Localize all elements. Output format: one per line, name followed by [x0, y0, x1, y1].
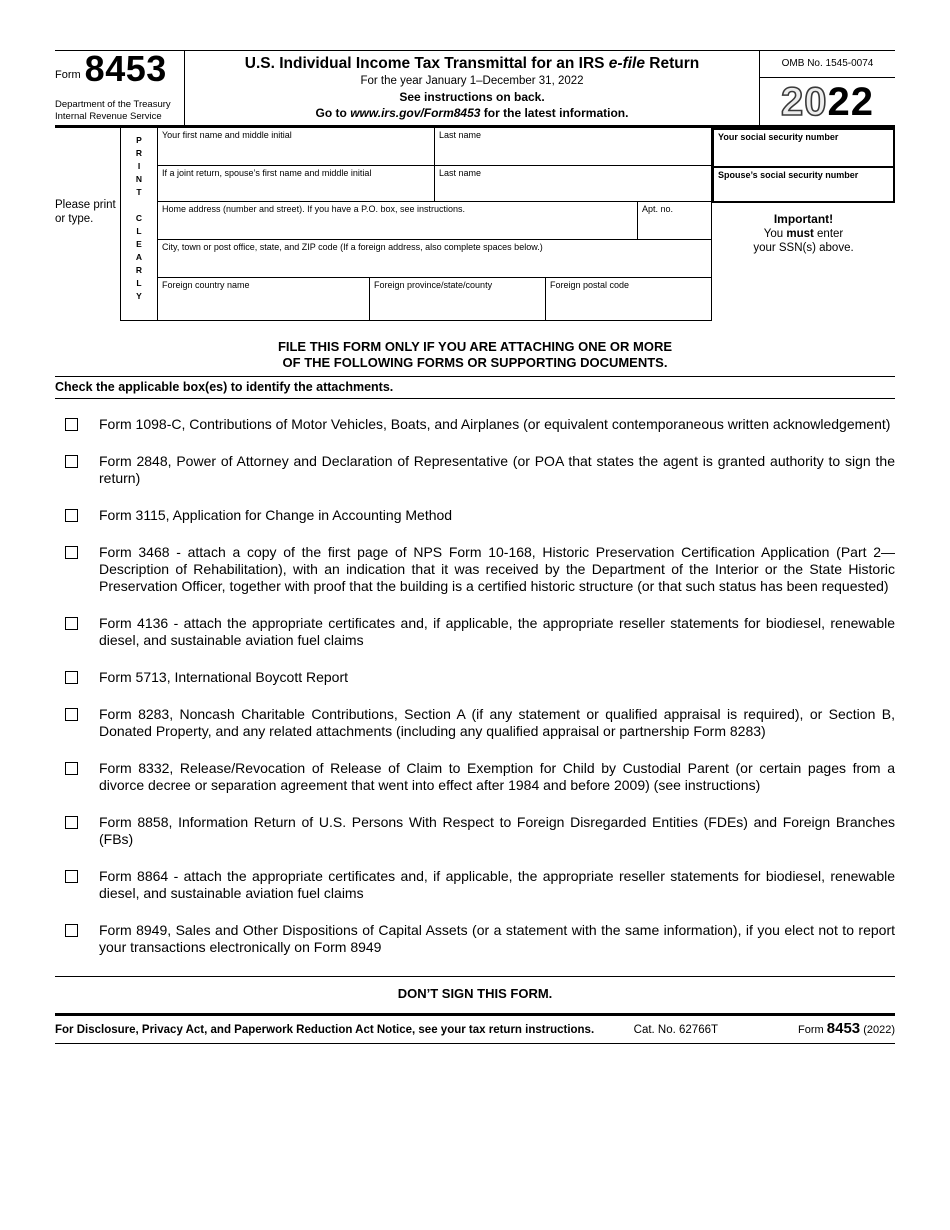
- important-line-1: [712, 227, 895, 242]
- print-clearly-column: [120, 128, 158, 321]
- name-address-fields: [158, 128, 712, 321]
- dont-sign-notice: DON’T SIGN THIS FORM.: [397, 986, 553, 1001]
- spouse-ssn-label: Spouse’s social security number: [718, 170, 859, 180]
- agency-line-2: Internal Revenue Service: [55, 110, 162, 122]
- attachment-item-form-3468: [55, 544, 895, 595]
- attachment-item-form-8864: [55, 868, 895, 902]
- see-instructions-note: See instructions on back.: [399, 90, 545, 104]
- foreign-row: [158, 278, 712, 321]
- spouse-first-name-label: If a joint return, spouse’s first name and middle initial: [162, 168, 372, 178]
- important-pre: You: [763, 227, 787, 240]
- print-or-type-note: Please print or type.: [55, 199, 116, 225]
- file-only-banner: [55, 339, 895, 377]
- title-text-1: U.S. Individual Income Tax Transmittal for an IRS: [244, 55, 609, 72]
- year-badge: [760, 78, 895, 125]
- footer-form-word: Form: [798, 1024, 827, 1036]
- home-address-field[interactable]: [158, 202, 638, 239]
- foreign-country-label: Foreign country name: [162, 280, 250, 290]
- city-row: [158, 240, 712, 278]
- important-line-2: your SSN(s) above.: [753, 242, 854, 254]
- ssn-field[interactable]: [712, 128, 895, 168]
- city-state-zip-field[interactable]: [158, 240, 712, 277]
- footer-form-year: (2022): [860, 1024, 895, 1036]
- checkbox-form-2848[interactable]: [65, 455, 78, 468]
- goto-suffix: for the latest information.: [480, 106, 629, 120]
- city-state-zip-label: City, town or post office, state, and ZIP code (If a foreign address, also complete spaces below.): [162, 242, 543, 252]
- checkbox-form-8864[interactable]: [65, 870, 78, 883]
- checkbox-form-1098c[interactable]: [65, 418, 78, 431]
- website-line: [185, 106, 759, 120]
- goto-prefix: Go to: [315, 106, 351, 120]
- omb-year-block: [760, 51, 895, 125]
- attachment-label: Form 8332, Release/Revocation of Release of Claim to Exemption for Child by Custodial Parent (or certain pages from a divorce decree or separation agreement that went into effect after 1984 and before 2009) (see instructions): [99, 760, 895, 793]
- last-name-label: Last name: [439, 130, 482, 140]
- foreign-province-field[interactable]: [370, 278, 546, 320]
- page-title: [185, 55, 759, 73]
- disclosure-notice: For Disclosure, Privacy Act, and Paperwork Reduction Act Notice, see your tax return instructions.: [55, 1024, 595, 1036]
- attachment-item-form-3115: [55, 507, 895, 524]
- year-badge-solid: 22: [827, 79, 874, 124]
- ssn-column: [712, 128, 895, 321]
- apt-no-label: Apt. no.: [642, 204, 674, 214]
- first-name-label: Your first name and middle initial: [162, 130, 292, 140]
- spouse-name-row: [158, 166, 712, 202]
- address-row: [158, 202, 712, 240]
- checkbox-form-4136[interactable]: [65, 617, 78, 630]
- first-name-field[interactable]: [158, 128, 435, 165]
- apt-no-field[interactable]: [638, 202, 712, 239]
- attachment-label: Form 8949, Sales and Other Dispositions of Capital Assets (or a statement with the same information), if you elect not to report your transactions electronically on Form 8949: [99, 922, 895, 955]
- checkbox-form-8332[interactable]: [65, 762, 78, 775]
- attachment-label: Form 3115, Application for Change in Accounting Method: [99, 507, 453, 523]
- banner-line-1: FILE THIS FORM ONLY IF YOU ARE ATTACHING ONE OR MORE: [277, 339, 673, 354]
- attachment-checklist: [55, 416, 895, 956]
- attachment-label: Form 1098-C, Contributions of Motor Vehicles, Boats, and Airplanes (or equivalent contemporaneous written acknowledgement): [99, 416, 891, 432]
- taxpayer-info-section: [55, 128, 895, 321]
- tax-year-line: For the year January 1–December 31, 2022: [360, 75, 584, 87]
- year-badge-outline: 20: [781, 79, 828, 124]
- form-word: Form: [55, 69, 81, 81]
- attachment-item-form-8283: [55, 706, 895, 740]
- footer-form-number: 8453: [826, 1020, 861, 1037]
- form-header: [55, 50, 895, 128]
- attachment-label: Form 4136 - attach the appropriate certificates and, if applicable, the appropriate reseller statements for biodiesel, renewable diesel, and sustainable aviation fuel claims: [99, 615, 895, 648]
- form-number-footer: [798, 1020, 895, 1037]
- checkbox-form-3468[interactable]: [65, 546, 78, 559]
- spouse-last-name-label: Last name: [439, 168, 482, 178]
- title-text-2: Return: [644, 55, 700, 72]
- attachment-item-form-8949: [55, 922, 895, 956]
- last-name-field[interactable]: [435, 128, 712, 165]
- important-note: [712, 203, 895, 256]
- ssn-label: Your social security number: [718, 132, 839, 142]
- attachment-label: Form 8283, Noncash Charitable Contributions, Section A (if any statement or qualified appraisal is required), or Section B, Donated Property, and any related attachments (including any qualified appraisal or partnership Form 8283): [99, 706, 895, 739]
- important-must: must: [786, 227, 814, 240]
- spouse-ssn-field[interactable]: [712, 166, 895, 203]
- foreign-postal-field[interactable]: [546, 278, 712, 320]
- important-title: Important!: [773, 212, 834, 226]
- attachment-item-form-5713: [55, 669, 895, 686]
- name-row: [158, 128, 712, 166]
- checkbox-form-3115[interactable]: [65, 509, 78, 522]
- home-address-label: Home address (number and street). If you have a P.O. box, see instructions.: [162, 204, 465, 214]
- banner-line-2: OF THE FOLLOWING FORMS OR SUPPORTING DOCUMENTS.: [282, 355, 668, 370]
- important-post: enter: [813, 227, 844, 240]
- dont-sign-section: [55, 976, 895, 1013]
- checkbox-form-8858[interactable]: [65, 816, 78, 829]
- checkbox-form-8283[interactable]: [65, 708, 78, 721]
- checkbox-form-8949[interactable]: [65, 924, 78, 937]
- attachment-item-form-8332: [55, 760, 895, 794]
- check-boxes-instruction: Check the applicable box(es) to identify the attachments.: [55, 377, 895, 399]
- irs-form-url: www.irs.gov/Form8453: [350, 106, 481, 120]
- title-efile-italic: e-file: [608, 55, 645, 72]
- agency-block: [55, 99, 178, 122]
- agency-line-1: Department of the Treasury: [55, 99, 171, 110]
- attachment-item-form-1098c: [55, 416, 895, 433]
- attachment-label: Form 3468 - attach a copy of the first page of NPS Form 10-168, Historic Preservation Certification Application (Part 2—Description of Rehabilitation), with an indication that it was received by the Department of the Interior or the State Historic Preservation Officer, together with proof that the building is a certified historic structure (or that such status has been requested): [99, 544, 895, 594]
- attachment-label: Form 8858, Information Return of U.S. Persons With Respect to Foreign Disregarded Entities (FDEs) and Foreign Branches (FBs): [99, 814, 895, 847]
- attachment-label: Form 2848, Power of Attorney and Declaration of Representative (or POA that states the agent is granted authority to sign the return): [99, 453, 895, 486]
- form-title-block: [185, 51, 760, 125]
- checkbox-form-5713[interactable]: [65, 671, 78, 684]
- attachment-label: Form 8864 - attach the appropriate certificates and, if applicable, the appropriate reseller statements for biodiesel, renewable diesel, and sustainable aviation fuel claims: [99, 868, 895, 901]
- foreign-province-label: Foreign province/state/county: [374, 280, 493, 290]
- form-identity: [55, 48, 185, 125]
- attachment-item-form-8858: [55, 814, 895, 848]
- attachment-item-form-4136: [55, 615, 895, 649]
- foreign-country-field[interactable]: [158, 278, 370, 320]
- foreign-postal-label: Foreign postal code: [550, 280, 630, 290]
- form-id: [55, 48, 178, 89]
- catalog-number: Cat. No. 62766T: [633, 1024, 719, 1036]
- form-number-large: 8453: [84, 48, 167, 89]
- spouse-first-name-field[interactable]: [158, 166, 435, 201]
- print-clearly-vertical-label: PRINT CLEARLY: [134, 135, 144, 304]
- omb-number: OMB No. 1545-0074: [760, 51, 895, 78]
- spouse-last-name-field[interactable]: [435, 166, 712, 201]
- form-footer: [55, 1013, 895, 1044]
- attachment-label: Form 5713, International Boycott Report: [99, 669, 349, 685]
- attachment-item-form-2848: [55, 453, 895, 487]
